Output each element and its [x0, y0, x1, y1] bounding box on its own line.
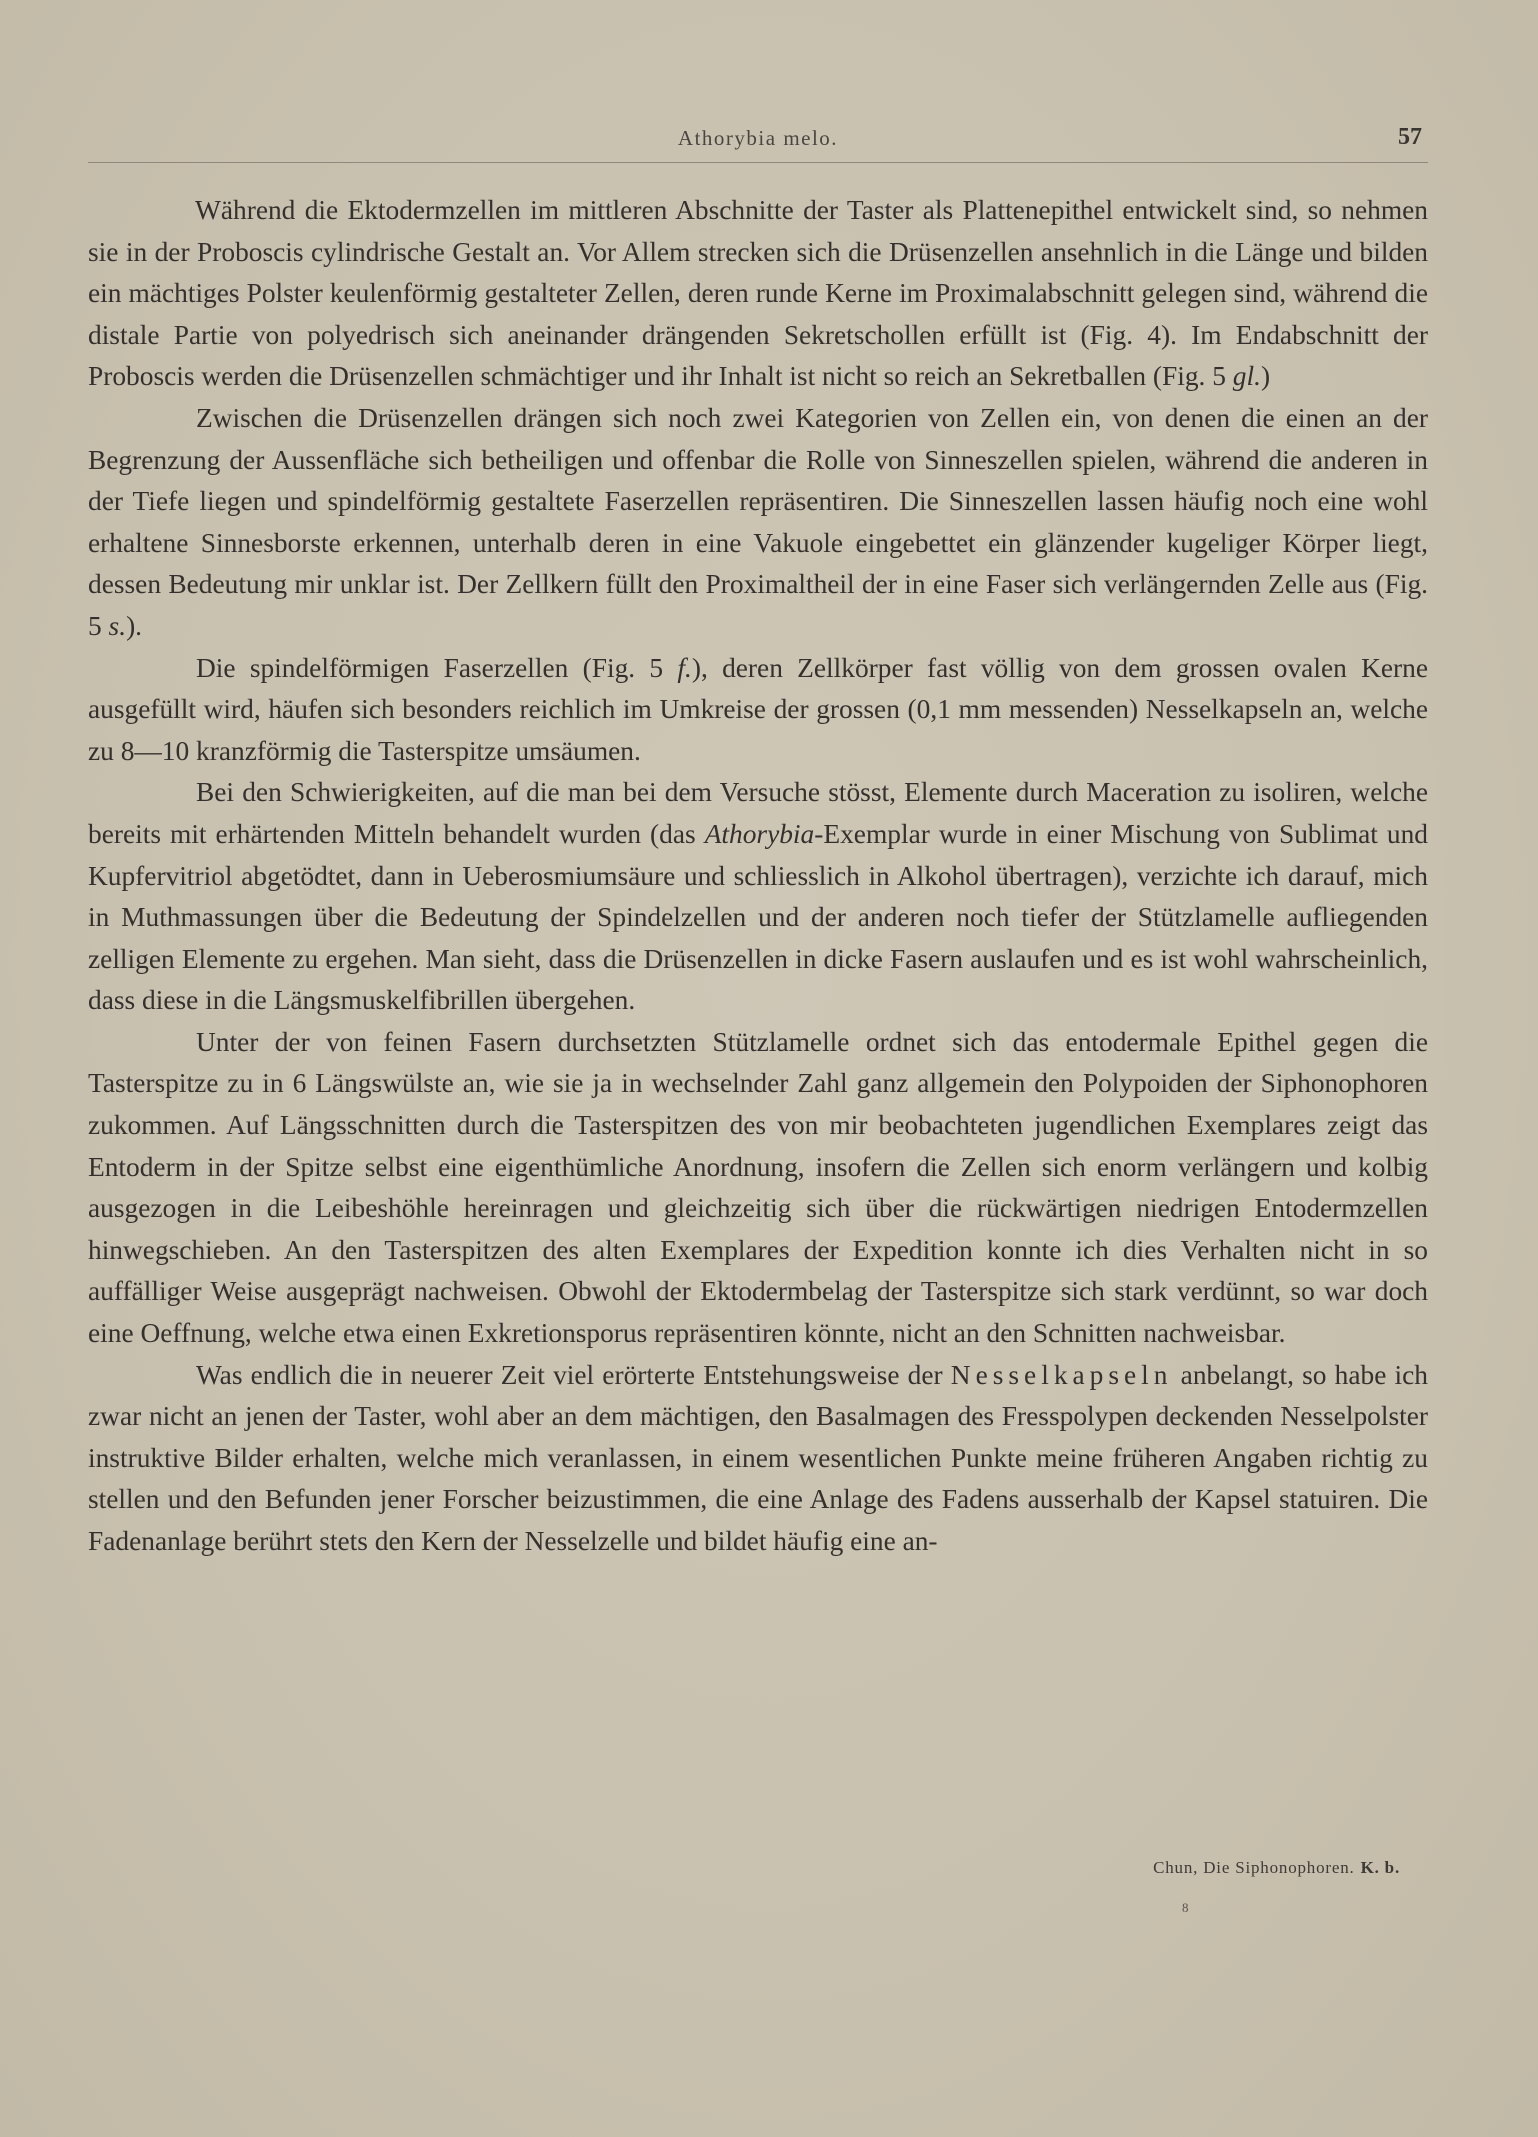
paragraph-3: Die spindelförmigen Faserzellen (Fig. 5 f.), deren Zellkörper fast völlig von dem grossen ovalen Kerne ausgefüllt wird, häufen sich besonders reichlich im Umkreise der grossen (0,1 mm messenden) Nesselkapseln an, welche zu 8—10 kranzförmig die Tasterspitze umsäumen.: [88, 652, 1428, 766]
paragraph-4: Bei den Schwierigkeiten, auf die man bei dem Versuche stösst, Elemente durch Maceration zu isoliren, welche bereits mit erhärtenden Mitteln behandelt wurden (das Athorybia-Exemplar wurde in einer Mischung von Sublimat und Kupfervitriol abgetödtet, dann in Ueberosmiumsäure und schliesslich in Alkohol übertragen), verzichte ich darauf, mich in Muthmassungen über die Bedeutung der Spindelzellen und der anderen noch tiefer der Stützlamelle aufliegenden zelligen Elemente zu ergehen. Man sieht, dass die Drüsenzellen in dicke Fasern auslaufen und es ist wohl wahrscheinlich, dass diese in die Längsmuskelfibrillen übergehen.: [88, 777, 1428, 1016]
section-mark: K. b.: [1360, 1858, 1400, 1877]
printer-signature: 8: [1182, 1900, 1189, 1915]
paragraph-6: Was endlich die in neuerer Zeit viel erörterte Entstehungsweise der Nesselkapseln anbelangt, so habe ich zwar nicht an jenen der Taster, wohl aber an dem mächtigen, den Basalmagen des Fresspolypen deckenden Nesselpolster instruktive Bilder erhalten, welche mich veranlassen, in einem wesentlichen Punkte meine früheren Angaben richtig zu stellen und den Befunden jener Forscher beizustimmen, die eine Anlage des Fadens ausserhalb der Kapsel statuiren. Die Fadenanlage berührt stets den Kern der Nesselzelle und bildet häufig eine an-: [88, 1359, 1429, 1556]
running-title: Athorybia melo.: [677, 126, 839, 150]
page-number: 57: [1398, 124, 1422, 150]
paragraph-2: Zwischen die Drüsenzellen drängen sich noch zwei Kategorien von Zellen ein, von denen die einen an der Begrenzung der Aussenfläche sich betheiligen und offenbar die Rolle von Sinneszellen spielen, während die anderen in der Tiefe liegen und spindelförmig gestaltete Faserzellen repräsentiren. Die Sinneszellen lassen häufig noch eine wohl erhaltene Sinnesborste erkennen, unterhalb deren in eine Vakuole eingebettet ein glänzender kugeliger Körper liegt, dessen Bedeutung mir unklar ist. Der Zellkern füllt den Proximaltheil der in eine Faser sich verlängernden Zelle aus (Fig. 5 s.).: [88, 402, 1428, 641]
body-text: [88, 190, 1428, 1563]
citation-text: Chun, Die Siphonophoren.: [1153, 1858, 1355, 1877]
paragraph-1: Während die Ektodermzellen im mittleren Abschnitte der Taster als Plattenepithel entwickelt sind, so nehmen sie in der Proboscis cylindrische Gestalt an. Vor Allem strecken sich die Drüsenzellen ansehnlich in die Länge und bilden ein mächtiges Polster keulenförmig gestalteter Zellen, deren runde Kerne im Proximalabschnitt gelegen sind, während die distale Partie von polyedrisch sich aneinander drängenden Sekretschollen erfüllt ist (Fig. 4). Im Endabschnitt der Proboscis werden die Drüsenzellen schmächtiger und ihr Inhalt ist nicht so reich an Sekretballen (Fig. 5 gl.): [88, 195, 1428, 392]
paragraph-5: Unter der von feinen Fasern durchsetzten Stützlamelle ordnet sich das entodermale Epithel gegen die Tasterspitze zu in 6 Längswülste an, wie sie ja in wechselnder Zahl ganz allgemein den Polypoiden der Siphonophoren zukommen. Auf Längsschnitten durch die Tasterspitzen des von mir beobachteten jugendlichen Exemplares zeigt das Entoderm in der Spitze selbst eine eigenthümliche Anordnung, insofern die Zellen sich enorm verlängern und kolbig ausgezogen in die Leibeshöhle hereinragen und gleichzeitig sich über die rückwärtigen niedrigen Entodermzellen hinwegschieben. An den Tasterspitzen des alten Exemplares der Expedition konnte ich dies Verhalten nicht in so auffälliger Weise ausgeprägt nachweisen. Obwohl der Ektodermbelag der Tasterspitze sich stark verdünnt, so war doch eine Oeffnung, welche etwa einen Exkretionsporus repräsentiren könnte, nicht an den Schnitten nachweisbar.: [88, 1026, 1428, 1349]
page-header: [88, 122, 1428, 163]
footer-citation: [1153, 1858, 1400, 1878]
spaced-term: Nesselkapseln: [950, 1359, 1173, 1390]
